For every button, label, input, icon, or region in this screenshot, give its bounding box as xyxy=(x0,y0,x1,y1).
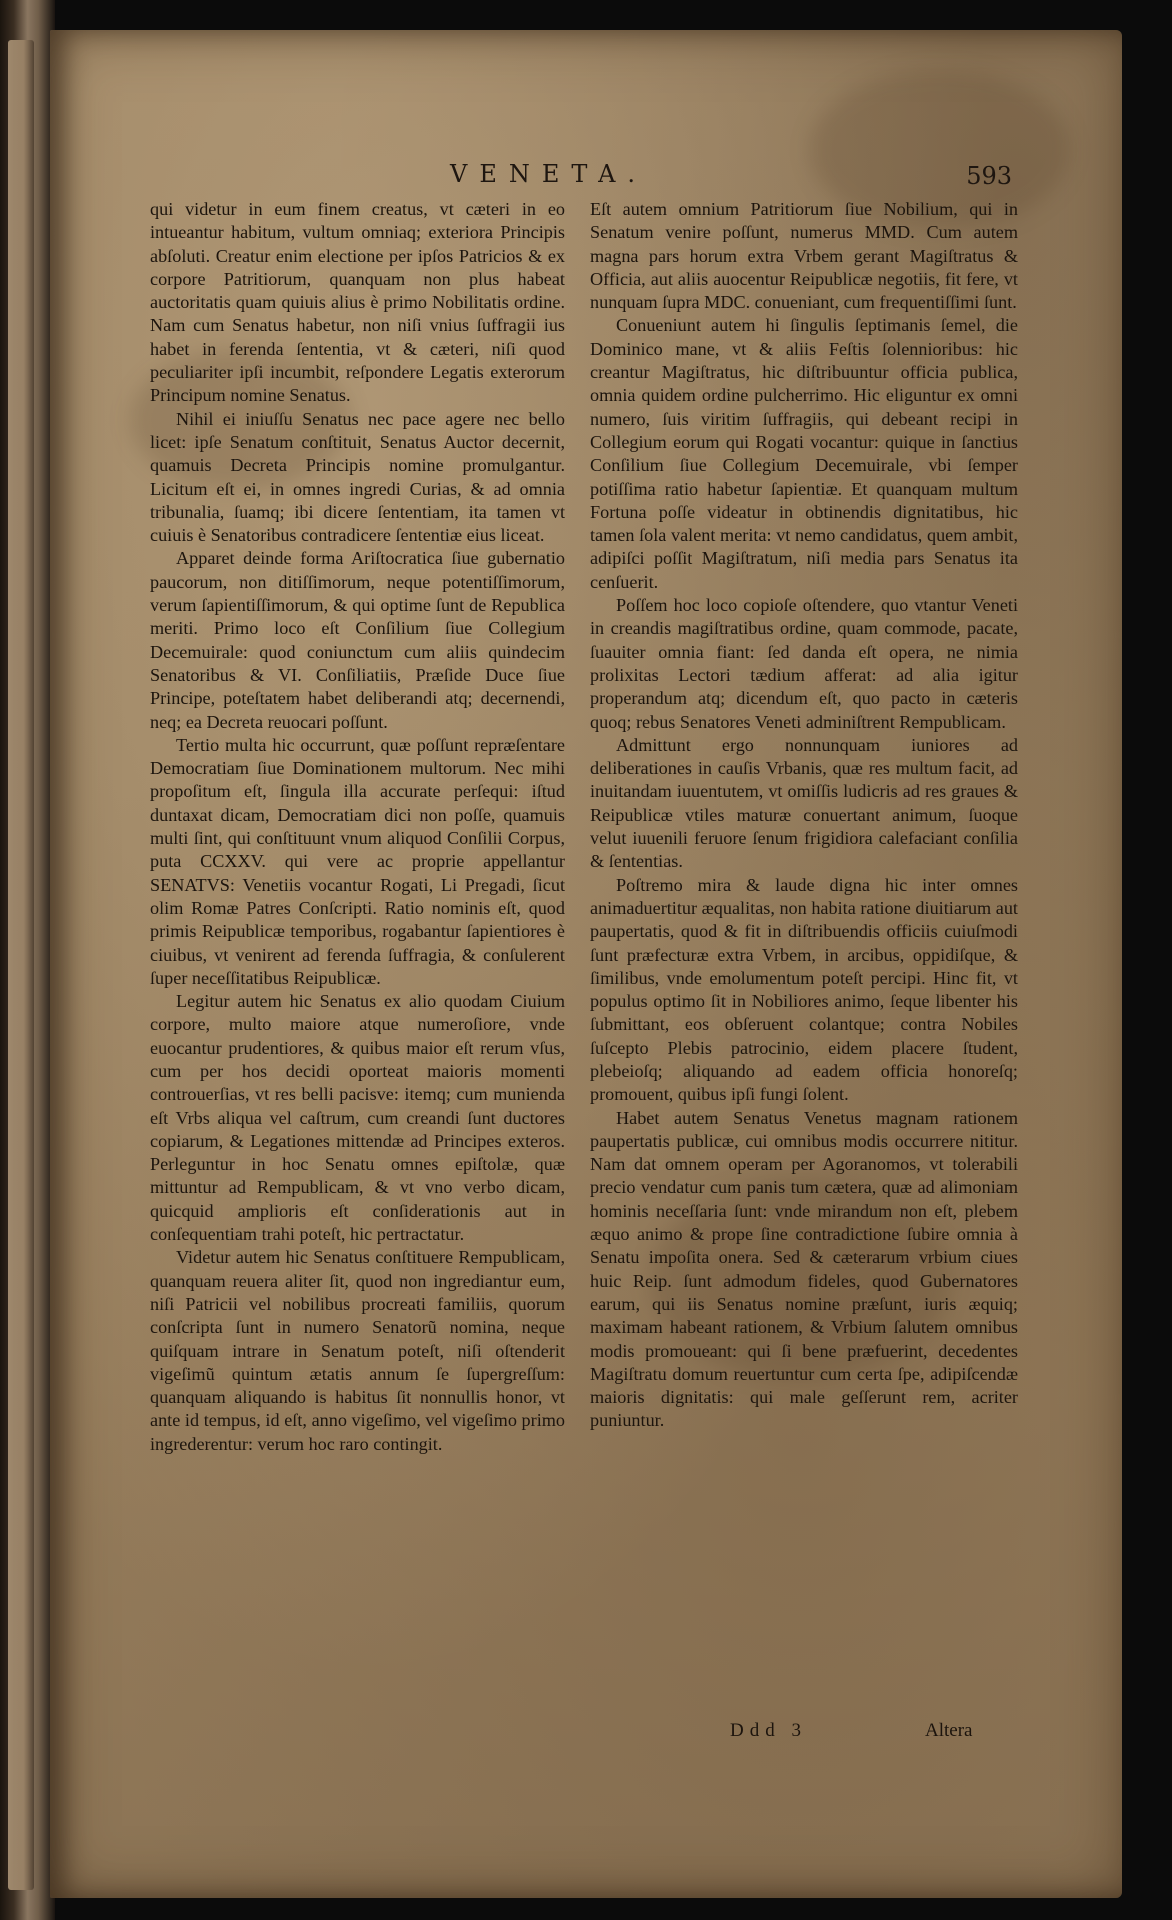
paragraph: Poſſem hoc loco copioſe oſtendere, quo vtantur Veneti in creandis magiſtratibus ordine, quam commode, pacate, ſuauiter omnia fiant: ſed danda eſt opera, ne nimia prolixitas Lectori tædium afferat: ad alia igitur properandum atq; dicendum eſt, quo pacto in cæteris quoq; rebus Senatores Veneti adminiſtrent Rempublicam. xyxy=(590,595,1018,732)
book-page xyxy=(50,30,1122,1898)
paragraph: Tertio multa hic occurrunt, quæ poſſunt repræſentare Democratiam ſiue Dominationem multorum. Nec mihi propoſitum eſt, ſingula illa accurate perſequi: iſtud duntaxat dicam, Democratiam dici non poſſe, quamuis multi ſint, qui conſtituunt vnum aliquod Conſilii Corpus, puta CCXXV. qui vere ac proprie appellantur SENATVS: Venetiis vocantur Rogati, Li Pregadi, ſicut olim Romæ Patres Conſcripti. Ratio nominis eſt, quod primis Reipublicæ temporibus, rogabantur ſapientiores è ciuibus, vt venirent ad ferenda ſuffragia, & conſulerent ſuper neceſſitatibus Reipublicæ. xyxy=(150,734,565,988)
paragraph: qui videtur in eum finem creatus, vt cæteri in eo intueantur habitum, vultum omniaq; exteriora Principis abſoluti. Creatur enim electione per ipſos Patricios & ex corpore Patritiorum, quanquam non plus habeat auctoritatis quam quiuis alius è primo Nobilitatis ordine. Nam cum Senatus habetur, non niſi vnius ſuffragii ius habet in ferenda ſententia, vt & cæteri, niſi quod peculiariter ipſi incumbit, reſpondere Legatis exterorum Principum nomine Senatus. xyxy=(150,199,565,406)
paragraph: Eſt autem omnium Patritiorum ſiue Nobilium, qui in Senatum venire poſſunt, numerus MMD. Cum autem magna pars horum extra Vrbem gerant Magiſtratus & Officia, aut aliis auocentur Reipublicæ negotiis, fit fere, vt nunquam ſupra MDC. conueniant, cum frequentiſſimi ſunt. xyxy=(590,199,1018,313)
adjacent-page-fore-edge xyxy=(8,40,34,1890)
running-head: VENETA. xyxy=(450,160,648,188)
catchword: Altera xyxy=(925,1720,973,1741)
right-text-column xyxy=(590,198,1018,1433)
signature-mark: Ddd 3 xyxy=(730,1720,807,1741)
adjacent-page-edge xyxy=(0,0,55,1920)
paragraph: Admittunt ergo nonnunquam iuniores ad deliberationes in cauſis Vrbanis, quæ res multum facit, ad inuitandam iuuentutem, vt omiſſis ludicris ad res graues & Reipublicæ vtiles maturæ conuertant animum, ſuoque velut iuuenili feruore ſenum frigidiora calefaciant conſilia & ſententias. xyxy=(590,734,1018,872)
paragraph: Apparet deinde forma Ariſtocratica ſiue gubernatio paucorum, non ditiſſimorum, neque potentiſſimorum, verum ſapientiſſimorum, & qui optime ſunt de Republica meriti. Primo loco eſt Conſilium ſiue Collegium Decemuirale: quod coniunctum cum aliis quindecim Senatoribus & VI. Conſiliatiis, Præſide Duce ſiue Principe, poteſtatem habet deliberandi atq; decernendi, neq; ea Decreta reuocari poſſunt. xyxy=(150,548,565,732)
paragraph: Conueniunt autem hi ſingulis ſeptimanis ſemel, die Dominico mane, vt & aliis Feſtis ſolennioribus: hic creantur Magiſtratus, hic diſtribuuntur officia publica, omnia quidem ordine pulcherrimo. Hic eliguntur ex omni numero, ſuis viritim ſuffragiis, qui debeant recipi in Collegium eorum qui Rogati vocantur: quique in ſanctius Conſilium ſiue Collegium Decemuirale, vbi ſemper potiſſima ratio habetur ſapientiæ. Et quanquam multum Fortuna poſſe videatur in obtinendis dignitatibus, hic tamen ſola valent merita: vt nemo candidatus, quem ambit, adipiſci poſſit Magiſtratum, niſi media pars Senatus ita cenſuerit. xyxy=(590,315,1018,592)
paragraph: Habet autem Senatus Venetus magnam rationem paupertatis publicæ, cui omnibus modis occurrere nititur. Nam dat omnem operam per Agoranomos, vt tolerabili precio vendatur cum panis tum cætera, quæ ad alimoniam hominis neceſſaria ſunt: vnde mirandum non eſt, plebem æquo animo & prope ſine contradictione ſubire omnia à Senatu impoſita onera. Sed & cæterarum vrbium ciues huic Reip. ſunt admodum fideles, quod Gubernatores earum, qui iis Senatus nomine præſunt, iuris æquiq; maximam habeant rationem, & Vrbium ſalutem omnibus modis promoueant: qui ſi bene præfuerint, decedentes Magiſtratu domum reuertuntur cum certa ſpe, adipiſcendæ maioris dignitatis: qui male geſſerunt rem, acriter puniuntur. xyxy=(590,1107,1018,1431)
page-number: 593 xyxy=(966,162,1012,190)
paragraph: Nihil ei iniuſſu Senatus nec pace agere nec bello licet: ipſe Senatum conſtituit, Senatus Auctor decernit, quamuis Decreta Principis nomine promulgantur. Licitum eſt ei, in omnes ingredi Curias, & ad omnia tribunalia, ſuamq; ibi dicere ſententiam, ita tamen vt cuiuis è Senatoribus contradicere ſententiæ eius liceat. xyxy=(150,408,565,546)
paragraph: Poſtremo mira & laude digna hic inter omnes animaduertitur æqualitas, non habita ratione diuitiarum aut paupertatis, quod & fit in diſtribuendis officiis cuiuſmodi ſunt præfecturæ extra Vrbem, in arcibus, oppidiſque, & ſimilibus, vnde emolumentum poteſt percipi. Hinc fit, vt populus optimo ſit in Nobiliores animo, ſeque libenter his ſubmittant, eos obſeruent colantque; contra Nobiles ſuſcepto Plebis patrocinio, eidem placere ſtudent, plebeioſq; aliquando ad eadem officia honoreſq; promouent, quibus ipſi fungi ſolent. xyxy=(590,874,1018,1105)
paragraph: Videtur autem hic Senatus conſtituere Rempublicam, quanquam reuera aliter ſit, quod non ingrediantur eum, niſi Patricii vel nobilibus procreati familiis, quorum conſcripta ſunt in numero Senatorũ nomina, neque quiſquam intrare in Senatum poteſt, niſi oſtenderit vigeſimũ quintum ætatis annum ſe ſupergreſſum: quanquam aliquando is habitus ſit nonnullis honor, vt ante id tempus, id eſt, anno vigeſimo, vel vigeſimo primo ingrederentur: verum hoc raro contingit. xyxy=(150,1247,565,1454)
left-text-column xyxy=(150,198,565,1456)
paragraph: Legitur autem hic Senatus ex alio quodam Ciuium corpore, multo maiore atque numeroſiore, vnde euocantur prudentiores, & quibus maior eſt rerum vſus, cum per hos decidi oporteat maioris momenti controuerſias, vt res belli pacisve: itemq; cum munienda eſt Vrbs aliqua vel caſtrum, cum creandi ſunt ductores copiarum, & Legationes mittendæ ad Principes exteros. Perleguntur in hoc Senatu omnes epiſtolæ, quæ mittuntur ad Rempublicam, & vt vno verbo dicam, quicquid amplioris eſt conſiderationis aut in conſequentiam trahi poteſt, hic pertractatur. xyxy=(150,991,565,1245)
